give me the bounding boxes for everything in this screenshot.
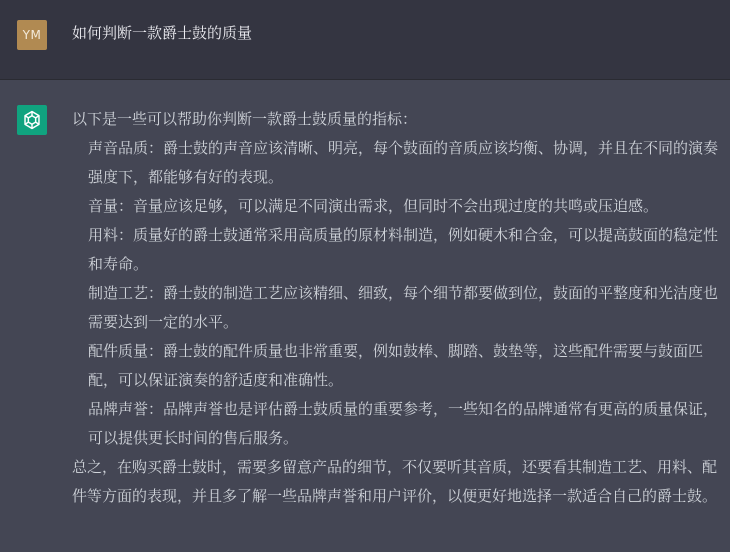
assistant-message-text xyxy=(72,105,720,511)
list-item: 音量：音量应该足够，可以满足不同演出需求，但同时不会出现过度的共鸣或压迫感。 xyxy=(88,197,659,215)
answer-intro: 以下是一些可以帮助你判断一款爵士鼓质量的指标： xyxy=(72,110,418,128)
list-item: 制造工艺：爵士鼓的制造工艺应该精细、细致，每个细节都要做到位，鼓面的平整度和光洁度也需要达到一定的水平。 xyxy=(88,284,719,331)
openai-icon xyxy=(17,105,47,135)
user-message-text: 如何判断一款爵士鼓的质量 xyxy=(72,24,253,42)
answer-conclusion: 总之，在购买爵士鼓时，需要多留意产品的细节，不仅要听其音质，还要看其制造工艺、用料、配件等方面的表现，并且多了解一些品牌声誉和用户评价，以便更好地选择一款适合自己的爵士鼓。 xyxy=(72,458,718,505)
user-message-row xyxy=(0,0,730,80)
list-item: 用料：质量好的爵士鼓通常采用高质量的原材料制造，例如硬木和合金，可以提高鼓面的稳定性和寿命。 xyxy=(88,226,719,273)
list-item: 配件质量：爵士鼓的配件质量也非常重要，例如鼓棒、脚踏、鼓垫等，这些配件需要与鼓面匹配，可以保证演奏的舒适度和准确性。 xyxy=(88,342,704,389)
user-avatar: YM xyxy=(17,20,47,50)
list-item: 声音品质：爵士鼓的声音应该清晰、明亮，每个鼓面的音质应该均衡、协调，并且在不同的演奏强度下，都能够有好的表现。 xyxy=(88,139,719,186)
list-item: 品牌声誉：品牌声誉也是评估爵士鼓质量的重要参考，一些知名的品牌通常有更高的质量保证，可以提供更长时间的售后服务。 xyxy=(88,400,719,447)
assistant-message-row xyxy=(0,80,730,552)
